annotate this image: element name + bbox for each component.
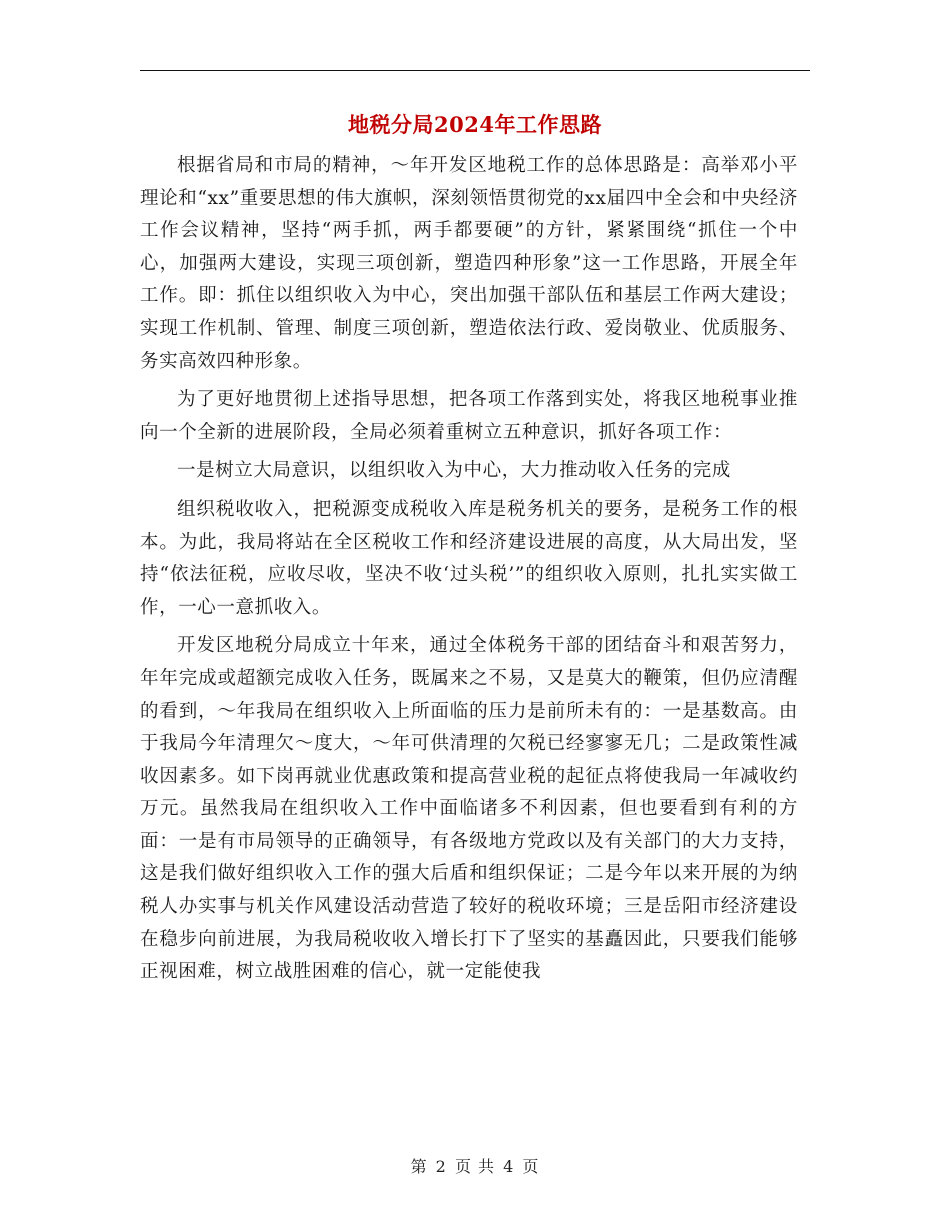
footer-prefix: 第	[410, 1157, 428, 1176]
header-rule	[140, 70, 810, 71]
document-title: 地税分局2024年工作思路	[348, 112, 602, 137]
footer-mid: 页 共	[454, 1157, 496, 1176]
paragraph-4: 组织税收收入，把税源变成税收入库是税务机关的要务，是税务工作的根本。为此，我局将站在全区税收工作和经济建设进展的高度，从大局出发，坚持“依法征税，应收尽收，坚决不收‘过头税’”的组织收入原则，扎扎实实做工作，一心一意抓收入。	[140, 498, 798, 618]
page-footer	[0, 1154, 950, 1177]
paragraph-3-heading: 一是树立大局意识，以组织收入为中心，大力推动收入任务的完成	[177, 460, 731, 482]
paragraph-1: 根据省局和市局的精神，～年开发区地税工作的总体思路是：高举邓小平理论和“xx”重要思想的伟大旗帜，深刻领悟贯彻党的xx届四中全会和中央经济工作会议精神，坚持“两手抓，两手都要硬”的方针，紧紧围绕“抓住一个中心，加强两大建设，实现三项创新，塑造四种形象”这一工作思路，开展全年工作。即：抓住以组织收入为中心，突出加强干部队伍和基层工作两大建设；实现工作机制、管理、制度三项创新，塑造依法行政、爱岗敬业、优质服务、务实高效四种形象。	[140, 155, 798, 372]
footer-total-pages: 4	[503, 1157, 515, 1176]
footer-page-number: 2	[435, 1157, 447, 1176]
paragraph-5: 开发区地税分局成立十年来，通过全体税务干部的团结奋斗和艰苦努力，年年完成或超额完成收入任务，既属来之不易，又是莫大的鞭策，但仍应清醒的看到，～年我局在组织收入上所面临的压力是前所未有的：一是基数高。由于我局今年清理欠～度大，～年可供清理的欠税已经寥寥无几；二是政策性减收因素多。如下岗再就业优惠政策和提高营业税的起征点将使我局一年减收约万元。虽然我局在组织收入工作中面临诸多不利因素，但也要看到有利的方面：一是有市局领导的正确领导，有各级地方党政以及有关部门的大力支持，这是我们做好组织收入工作的强大后盾和组织保证；二是今年以来开展的为纳税人办实事与机关作风建设活动营造了较好的税收环境；三是岳阳市经济建设在稳步向前进展，为我局税收收入增长打下了坚实的基矗因此，只要我们能够正视困难，树立战胜困难的信心，就一定能使我	[140, 635, 798, 983]
footer-suffix: 页	[522, 1157, 540, 1176]
paragraph-2: 为了更好地贯彻上述指导思想，把各项工作落到实处，将我区地税事业推向一个全新的进展阶段，全局必须着重树立五种意识，抓好各项工作：	[140, 389, 798, 443]
document-body	[140, 150, 798, 995]
